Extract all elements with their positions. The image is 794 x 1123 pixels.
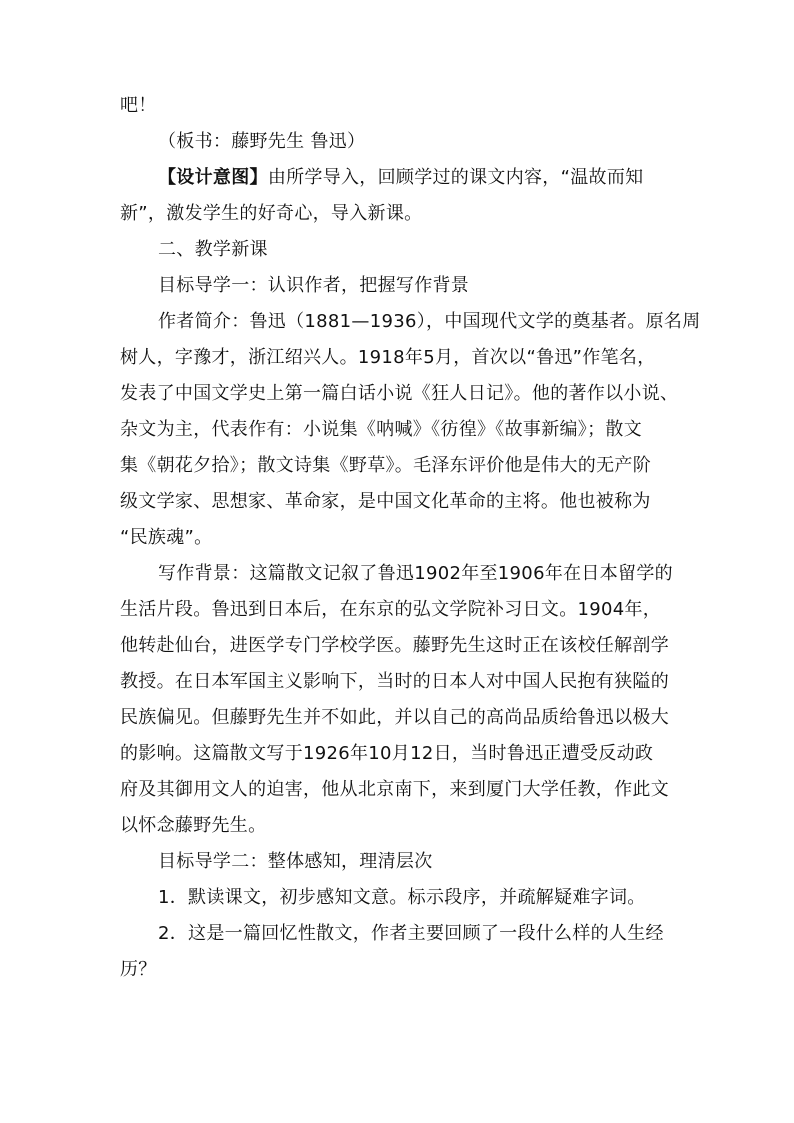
text-line: 写作背景：这篇散文记叙了鲁迅1902年至1906年在日本留学的 [158, 563, 673, 584]
text-line: 的影响。这篇散文写于1926年10月12日，当时鲁迅正遭受反动政 [120, 743, 654, 764]
text-line: 府及其御用文人的迫害，他从北京南下，来到厦门大学任教，作此文 [120, 779, 669, 800]
text-line: 生活片段。鲁迅到日本后，在东京的弘文学院补习日文。1904年， [120, 599, 662, 620]
text-line: 历？ [120, 959, 157, 980]
text-line: 教授。在日本军国主义影响下，当时的日本人对中国人民抱有狭隘的 [120, 671, 669, 692]
design-intent-label: 【设计意图】 [158, 167, 268, 188]
text-line: 吧！ [120, 95, 157, 116]
subsection-heading: 目标导学二：整体感知，理清层次 [158, 851, 433, 872]
text-line: 民族偏见。但藤野先生并不如此，并以自己的高尚品质给鲁迅以极大 [120, 707, 669, 728]
design-intent-line [120, 160, 680, 196]
question-item: 2．这是一篇回忆性散文，作者主要回顾了一段什么样的人生经 [158, 923, 664, 944]
section-heading: 二、教学新课 [158, 239, 268, 260]
text-line: 杂文为主，代表作有：小说集《呐喊》《彷徨》《故事新编》；散文 [120, 419, 642, 440]
design-intent-text: 由所学导入，回顾学过的课文内容，“温故而知 [267, 167, 644, 188]
text-line: 他转赴仙台，进医学专门学校学医。藤野先生这时正在该校任解剖学 [120, 635, 669, 656]
text-line: （板书：藤野先生 鲁迅） [158, 131, 366, 152]
text-line: 以怀念藤野先生。 [120, 815, 267, 836]
text-line: 树人，字豫才，浙江绍兴人。1918年5月，首次以“鲁迅”作笔名， [120, 347, 656, 368]
question-item: 1．默读课文，初步感知文意。标示段序，并疏解疑难字词。 [158, 887, 646, 908]
subsection-heading: 目标导学一：认识作者，把握写作背景 [158, 275, 470, 296]
text-line: 作者简介：鲁迅（1881—1936），中国现代文学的奠基者。原名周 [158, 311, 701, 332]
text-line: 新”，激发学生的好奇心，导入新课。 [120, 203, 423, 224]
text-line: 发表了中国文学史上第一篇白话小说《狂人日记》。他的著作以小说、 [120, 383, 679, 404]
text-line: 级文学家、思想家、革命家，是中国文化革命的主将。他也被称为 [120, 491, 651, 512]
text-line: “民族魂”。 [120, 527, 213, 548]
text-line: 集《朝花夕拾》；散文诗集《野草》。毛泽东评价他是伟大的无产阶 [120, 455, 651, 476]
body-text [120, 88, 701, 988]
